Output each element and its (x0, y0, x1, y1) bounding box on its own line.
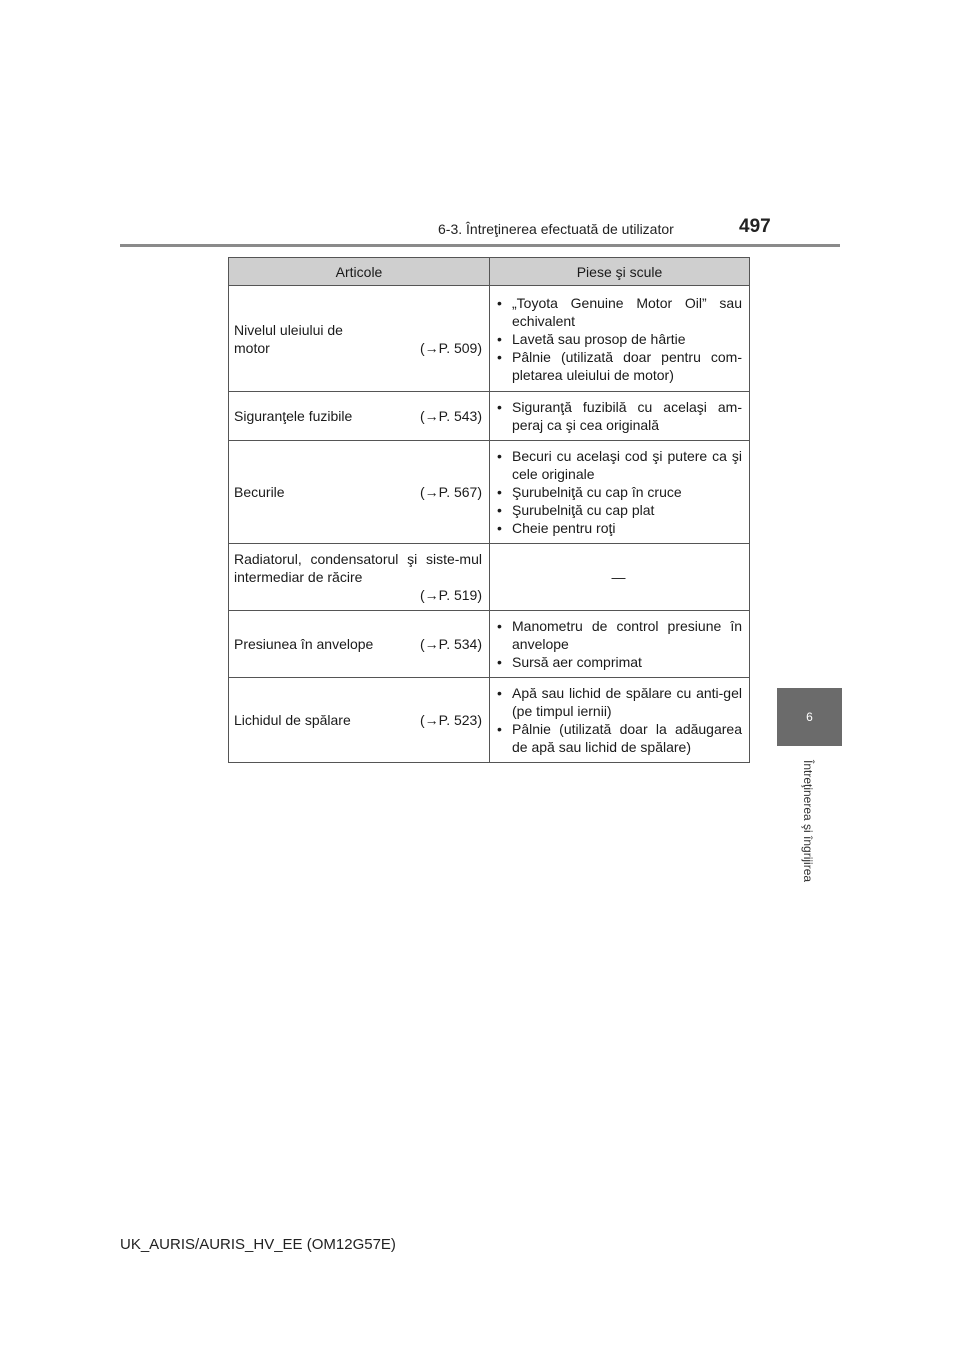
parts-list (495, 684, 742, 756)
page-reference: (→P. 567) (420, 484, 482, 500)
parts-cell (490, 286, 750, 392)
item-cell (229, 286, 490, 392)
empty-dash: — (611, 569, 626, 585)
item-name-cont: motor (234, 339, 270, 356)
column-header-items: Articole (229, 258, 490, 286)
page-reference: (→P. 534) (420, 636, 482, 652)
page-number: 497 (739, 216, 771, 237)
list-item: • „Toyota Genuine Motor Oil” sau echivalent (495, 294, 742, 330)
page-reference: (→P. 509) (420, 339, 482, 356)
table-row (229, 286, 750, 392)
page-reference: (→P. 519) (420, 587, 482, 603)
list-item: • Manometru de control presiune în anvelope (495, 617, 742, 653)
chapter-label: Întreţinerea şi îngrijirea (801, 760, 815, 883)
item-cell (229, 392, 490, 441)
list-item: • Apă sau lichid de spălare cu anti-gel (pe timpul iernii) (495, 684, 742, 720)
list-item: • Şurubelniţă cu cap în cruce (495, 483, 742, 501)
list-item: • Sursă aer comprimat (495, 653, 742, 671)
list-item: • Lavetă sau prosop de hârtie (495, 330, 742, 348)
list-item: • Pâlnie (utilizată doar la adăugarea de apă sau lichid de spălare) (495, 720, 742, 756)
list-item: • Siguranţă fuzibilă cu acelaşi am-peraj ca şi cea originală (495, 398, 742, 434)
parts-cell (490, 441, 750, 544)
item-name: Presiunea în anvelope (234, 636, 374, 652)
chapter-number: 6 (806, 710, 813, 724)
table-row (229, 611, 750, 678)
parts-cell (490, 678, 750, 763)
list-item: • Becuri cu acelaşi cod şi putere ca şi cele originale (495, 447, 742, 483)
page-reference: (→P. 523) (420, 712, 482, 728)
page-reference: (→P. 543) (420, 408, 482, 424)
header-rule (120, 244, 840, 247)
item-name: Becurile (234, 484, 285, 500)
column-header-parts: Piese şi scule (490, 258, 750, 286)
chapter-tab (777, 688, 842, 746)
item-name: Lichidul de spălare (234, 712, 351, 728)
item-name: Radiatorul, condensatorul şi siste-mul intermediar de răcire (234, 551, 482, 585)
parts-cell (490, 392, 750, 441)
table-row (229, 392, 750, 441)
table-row (229, 678, 750, 763)
item-name: Siguranţele fuzibile (234, 408, 353, 424)
item-cell (229, 678, 490, 763)
parts-list (495, 447, 742, 537)
header-section-title: 6-3. Întreţinerea efectuată de utilizator (438, 221, 674, 237)
table-header-row (229, 258, 750, 286)
parts-cell (490, 544, 750, 611)
parts-list (495, 294, 742, 384)
parts-list (495, 398, 742, 434)
item-cell (229, 441, 490, 544)
item-cell (229, 544, 490, 611)
parts-table (228, 257, 750, 763)
table-row (229, 544, 750, 611)
table-row (229, 441, 750, 544)
list-item: • Şurubelniţă cu cap plat (495, 501, 742, 519)
parts-list (495, 617, 742, 671)
footer-model-code: UK_AURIS/AURIS_HV_EE (OM12G57E) (120, 1236, 396, 1253)
item-name: Nivelul uleiului de (234, 321, 343, 338)
parts-cell (490, 611, 750, 678)
item-cell (229, 611, 490, 678)
list-item: • Cheie pentru roţi (495, 519, 742, 537)
list-item: • Pâlnie (utilizată doar pentru com-pletarea uleiului de motor) (495, 348, 742, 384)
